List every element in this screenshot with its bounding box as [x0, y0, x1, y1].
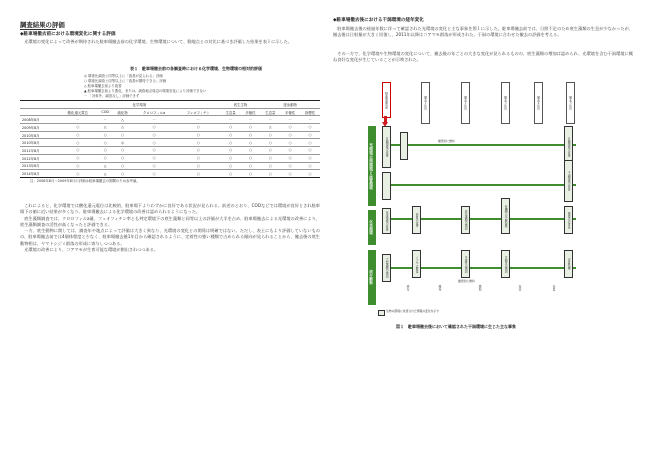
table-cell: ○	[280, 131, 300, 139]
table-cell: ○	[58, 139, 98, 147]
table-cell: ○	[132, 147, 175, 155]
table-row	[20, 139, 320, 147]
timeline-header-year1: 撤去１年目	[421, 82, 430, 124]
left-subsection-heading: ◆駐車場撤去前における環境変化に関する評価	[20, 32, 116, 37]
table-cell: ○	[221, 124, 241, 132]
column-header: 多様性	[280, 108, 300, 116]
table-cell: ○	[113, 147, 133, 155]
table-cell: －	[132, 116, 175, 124]
column-header: 生息量	[221, 108, 241, 116]
table-cell: ○	[280, 124, 300, 132]
table-cell: －	[241, 116, 261, 124]
table-cell: ○	[58, 147, 98, 155]
table-cell: ○	[300, 170, 320, 178]
timeline-header-year5: 撤去５年目	[566, 82, 575, 124]
row1-left-box: 日照環境の改善	[382, 126, 391, 168]
diagram-note: 生物の環境に改善された情報の変化を示す	[386, 309, 440, 313]
table-cell: ○	[132, 131, 175, 139]
table-cell: ○	[58, 170, 98, 178]
table-cell: ○	[300, 131, 320, 139]
table-cell: ○	[58, 162, 98, 170]
bottom-note: 安定	[518, 285, 522, 291]
timeline-header-year2: 撤去２年目	[461, 82, 470, 124]
table-cell: ◎	[113, 139, 133, 147]
table-cell: ○	[98, 154, 113, 162]
table-row-year: 2009年8月	[20, 124, 58, 132]
timeline-header-year3: 撤去３年目	[501, 82, 510, 124]
table-row	[20, 124, 320, 132]
table-cell: ○	[280, 162, 300, 170]
table-cell: ○	[241, 170, 261, 178]
table-cell: ○	[300, 147, 320, 155]
right-body-paragraph: その一方で、化学環境や生物環境の変化について、撤去後の年ごとの大きな変化が見られるものの、底生藻類の増加は認められ、光環境を含む干潟環境に概ね良好な変化が生じていることが示唆された。	[333, 51, 633, 63]
table-cell: －	[300, 116, 320, 124]
table-cell: ○	[176, 139, 221, 147]
table-row	[20, 131, 320, 139]
timeline-header-before: 駐車場撤去前	[382, 82, 391, 118]
table-cell: ○	[113, 170, 133, 178]
table-cell: ○	[260, 147, 280, 155]
table-cell: ○	[176, 147, 221, 155]
row1-line	[390, 144, 576, 146]
column-header: 多様性	[241, 108, 261, 116]
column-header: 指標性	[300, 108, 320, 116]
column-header: 生息量	[260, 108, 280, 116]
row1b-right-box: 干潟環境の変化	[564, 160, 573, 202]
table-cell: ○	[280, 170, 300, 178]
row3-box: 生物量の増加	[501, 250, 510, 278]
left-body	[20, 203, 320, 253]
legend-item: ○ 環境比調査と同等以上に「改善が期待できる」評価	[84, 79, 167, 83]
table-row	[20, 116, 320, 124]
table-row-year: 2011年8月	[20, 147, 58, 155]
table-cell: ○	[241, 147, 261, 155]
row2-box: 化学環境の改善	[382, 208, 391, 234]
table-cell: ○	[221, 162, 241, 170]
table-cell: △	[113, 116, 133, 124]
table-row-year: 2012年8月	[20, 154, 58, 162]
evaluation-table	[20, 100, 320, 178]
table-cell: ○	[260, 139, 280, 147]
bottom-note: 定着	[552, 285, 556, 291]
table-legend	[84, 74, 304, 99]
table-cell: △	[98, 170, 113, 178]
table-cell: ○	[241, 162, 261, 170]
left-intro-paragraph: 光環境の変化によって改善が期待された駐車場撤去前の化学環境、生物環境について、動地点との対比に基づき評価した結果を表１に示した。	[20, 39, 293, 44]
table-cell: △	[98, 124, 113, 132]
table-cell: －	[221, 116, 241, 124]
table-cell: ○	[132, 170, 175, 178]
table-cell: △	[260, 124, 280, 132]
row3-box: 多様性の増加	[461, 250, 470, 278]
table-cell: ○	[300, 154, 320, 162]
table-cell: ○	[280, 147, 300, 155]
timeline-diagram	[368, 82, 604, 322]
legend-swatch	[378, 310, 385, 316]
table-cell: ○	[113, 162, 133, 170]
side-band-light: 光環境(日照環境)と底質環境	[368, 126, 376, 206]
figure-caption: 図１ 駐車場撤去後において確認された干潟環境に生じた主な事象	[396, 324, 516, 329]
table-cell: ○	[113, 154, 133, 162]
table-row-year: 2008年8月	[20, 116, 58, 124]
bottom-note: 移行	[406, 285, 410, 291]
group-header-benthos: 底生生物	[221, 101, 261, 109]
row3-middle-label: 継続的に維持	[458, 279, 475, 283]
bottom-note: 維持	[438, 285, 442, 291]
table-cell: ○	[241, 154, 261, 162]
table-cell: ○	[176, 154, 221, 162]
table-cell: ○	[300, 162, 320, 170]
column-header-year	[20, 108, 58, 116]
table-cell: ○	[176, 131, 221, 139]
table-row	[20, 170, 320, 178]
table-cell: ○	[176, 170, 221, 178]
legend-item: △ 駐車場撤去前より改善	[84, 84, 122, 88]
group-header-nekton: 遊泳動物	[260, 101, 320, 109]
table-row-year: 2013年8月	[20, 162, 58, 170]
table-caption: 表１ 駐車場撤去前の各調査時における化学環境、生物環境の相対的評価	[130, 66, 262, 71]
table-cell: ○	[221, 154, 241, 162]
table-cell: ○	[241, 139, 261, 147]
legend-item: ◎ 環境比調査と同等以上に「改善が見られる」評価	[84, 74, 163, 78]
table-row	[20, 154, 320, 162]
row2-box: 底質の改善	[412, 206, 421, 234]
section-title-underline	[20, 29, 56, 30]
table-cell: －	[58, 116, 98, 124]
legend-item: － 「対象外、調査なし」評価できず	[84, 94, 140, 98]
table-cell: ○	[221, 139, 241, 147]
table-row-year: 2014年8月	[20, 170, 58, 178]
table-cell: ○	[58, 154, 98, 162]
row1-middle-label: 継続的に維持	[438, 139, 455, 143]
table-cell: ○	[221, 170, 241, 178]
column-header: 酸化還元電位	[58, 108, 98, 116]
table-cell: ○	[300, 139, 320, 147]
table-note: 注：2008年8月〜2009年8月の評価は駐車場撤去の期間のため参考値。	[30, 179, 140, 183]
right-subsection-heading: ◆駐車場撤去後における干潟環境の経年変化	[333, 18, 424, 23]
table-cell: ○	[280, 154, 300, 162]
table-cell: －	[98, 116, 113, 124]
group-header-chemical: 化学環境	[58, 101, 221, 109]
column-header: フェオフィチン	[176, 108, 221, 116]
table-cell: ○	[132, 139, 175, 147]
row1-year1-box	[400, 132, 408, 160]
row1b-left-box	[382, 172, 391, 200]
row1-right-box: 日照環境の改善	[564, 126, 573, 168]
table-cell: ○	[98, 139, 113, 147]
row2-box: 環境の安定化	[564, 206, 573, 234]
table-cell: ○	[176, 124, 221, 132]
table-cell: ○	[132, 162, 175, 170]
table-cell: ○	[132, 154, 175, 162]
row3-box: 定着性種	[564, 250, 573, 278]
table-cell: ○	[176, 162, 221, 170]
table-row	[20, 162, 320, 170]
row2-box: 有機物の分解促進	[501, 198, 510, 234]
side-band-chemical: 化学環境	[368, 210, 376, 245]
table-cell: －	[280, 116, 300, 124]
table-cell: ○	[300, 124, 320, 132]
table-cell: ○	[221, 131, 241, 139]
table-cell: ○	[58, 124, 98, 132]
row1b-line	[390, 184, 576, 186]
left-body-paragraph: これによると、化学環境では酸化還元電位は比較的、駐車場下よりわずかに良好である状況が見られる。前述のとおり、CODなどでは環境が良好とされ駐車場下の値に近い結果が多くなり、駐車場撤去による化学環境の改善は認められるようになった。	[20, 203, 320, 215]
table-cell: ○	[241, 131, 261, 139]
table-row-year: 2010年8月	[20, 139, 58, 147]
column-header: クロロフィルa	[132, 108, 175, 116]
timeline-header-year4: 撤去４年目	[534, 82, 543, 124]
table-cell: ○	[113, 131, 133, 139]
legend-item: ▲ 駐車場撤去前より悪化、または、調査地点周辺の環境変化により評価できない	[84, 89, 207, 93]
row2-box: 底生藻類の増加	[461, 206, 470, 234]
row3-box: 大型藻類の増加	[382, 254, 391, 282]
table-cell: ○	[260, 154, 280, 162]
right-body-paragraph: 駐車場撤去後の経過年数に伴って確認された光環境の変化と主な事象を図１に示した。駐車場撤去前では、日照不足のため底生藻類の生息が少なかったが、撤去後は日射量が大きく回復し、2011年以降はコアマモ群落が形成された。干潟の環境に合わせた撤去の評価を考える。	[333, 26, 633, 38]
table-cell: ○	[98, 147, 113, 155]
section-title: 調査結果の評価	[20, 21, 65, 29]
table-cell: ○	[221, 147, 241, 155]
table-cell: ○	[98, 131, 113, 139]
row3-box: コアマモ群落	[412, 250, 421, 278]
column-header: COD	[98, 108, 113, 116]
left-body-paragraph: 底生藻類調査では、クロロフィルa量、フェオフィチン率とも判定環境下の底生藻類と同等以上の評価が大半を占め、駐車場撤去による光環境の改善により、底生藻類調査の活性が高くなったと評価できる。	[20, 215, 320, 227]
evaluation-table-grid	[20, 100, 320, 178]
column-header: 硫化物	[113, 108, 133, 116]
left-body-paragraph: 光環境の改善により、コアマモが生育可能な環境が創出されつつある。	[20, 247, 159, 253]
table-cell: ○	[58, 131, 98, 139]
table-cell: △	[98, 162, 113, 170]
table-cell: ○	[132, 124, 175, 132]
table-cell: ○	[241, 124, 261, 132]
table-cell: ○	[260, 170, 280, 178]
table-cell: ○	[260, 162, 280, 170]
table-cell: △	[113, 124, 133, 132]
table-cell: ○	[280, 139, 300, 147]
table-cell: －	[260, 116, 280, 124]
left-body-paragraph: 一方、底生動物に関しては、調査年や地点によって評価は大きく異なり、光環境の変化との関係は明確ではない。ただし、表土にもより評価していないものの、駐車場撤去前では4個体程度と少なく、駐車場撤去後1年目から確認されるように、定着性の強い種類で占められる傾向が見られることから、撤去後の底生動物相は、ヤマトシジミ群落の形成に寄与しつつある。	[20, 228, 320, 246]
table-cell: ○	[260, 131, 280, 139]
table-row	[20, 147, 320, 155]
table-cell: －	[176, 116, 221, 124]
bottom-note: 増加	[478, 285, 482, 291]
side-band-benthos: 底生動物	[368, 250, 376, 305]
table-row-year: 2010年8月	[20, 131, 58, 139]
